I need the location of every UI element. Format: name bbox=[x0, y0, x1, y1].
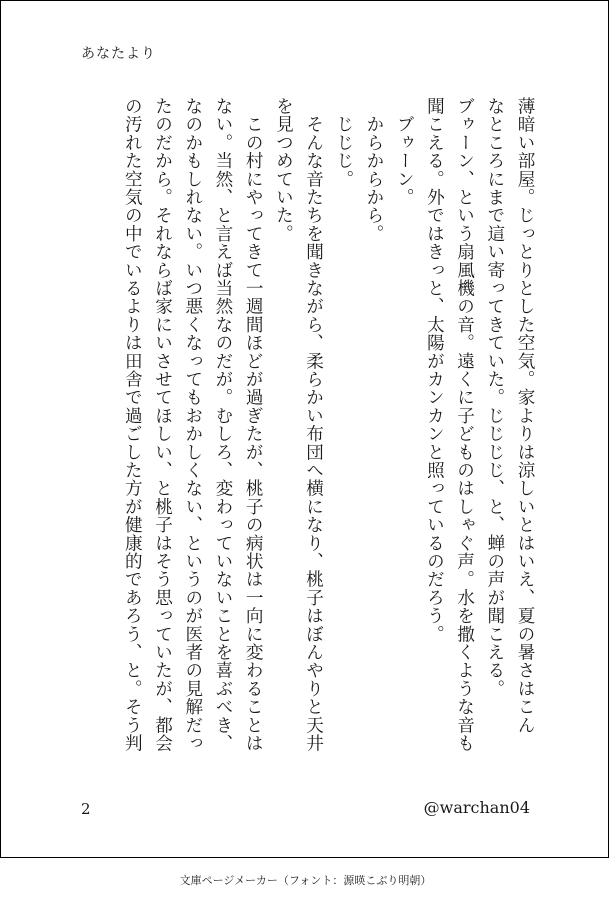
text-line: からからから。 bbox=[363, 97, 384, 243]
generator-credit: 文庫ページメーカー（フォント：源暎こぶり明朝） bbox=[179, 874, 432, 887]
text-line: 聞こえる。外ではきっと、太陽がカンカンと照っているのだろう。 bbox=[424, 97, 445, 643]
text-line: を見つめていた。 bbox=[273, 97, 294, 243]
text-line: そんな音たちを聞きながら、柔らかい布団へ横になり、桃子はぼんやりと天井 bbox=[303, 97, 324, 753]
text-line: たのだから。それならば家にいさせてほしい、と桃子はそう思っていたが、都会 bbox=[152, 97, 173, 753]
page-number: 2 bbox=[81, 800, 91, 818]
text-line: じじじ。 bbox=[333, 97, 354, 188]
text-line: 薄暗い部屋。じっとりとした空気。家よりは涼しいとはいえ、夏の暑さはこん bbox=[515, 97, 535, 734]
text-line: ブゥーン。 bbox=[394, 97, 415, 207]
text-line: ない。当然、と言えば当然なのだが。むしろ、変わっていないことを喜ぶべき、 bbox=[212, 97, 233, 753]
author-handle: @warchan04 bbox=[423, 798, 530, 817]
book-title: あなたより bbox=[81, 46, 156, 62]
text-line: なのかもしれない。いつ悪くなってもおかしくない、というのが医者の見解だっ bbox=[182, 97, 203, 753]
text-line: の汚れた空気の中でいるよりは田舎で過ごした方が健康的であろう、と。そう判 bbox=[122, 97, 143, 753]
text-line: なところにまで這い寄ってきていた。じじじじ、と、蝉の声が聞こえる。 bbox=[484, 97, 505, 698]
text-line: この村にやってきて一週間ほどが過ぎたが、桃子の病状は一向に変わることは bbox=[243, 97, 264, 753]
vertical-body-text bbox=[117, 97, 540, 777]
text-line: ブゥーン、という扇風機の音。遠くに子どものはしゃぐ声。水を撒くような音も bbox=[454, 97, 475, 753]
